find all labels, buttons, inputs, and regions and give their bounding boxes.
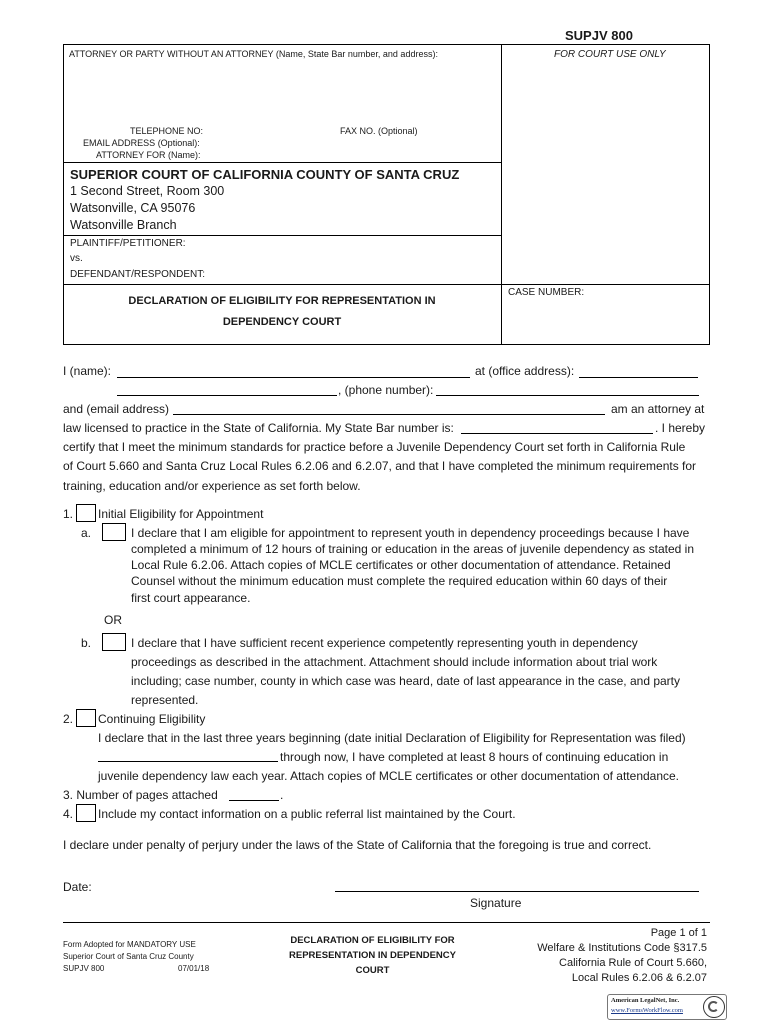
item4-label: Include my contact information on a public referral list maintained by the Court.	[98, 807, 516, 821]
item4-number: 4.	[63, 807, 74, 821]
court-address-line2: Watsonville, CA 95076	[70, 201, 196, 215]
attorney-section-divider	[63, 162, 501, 163]
attorney-name-field[interactable]	[63, 60, 501, 122]
footer-ref-line1: Welfare & Institutions Code §317.5	[537, 942, 707, 954]
item1b-line4: represented.	[131, 693, 199, 707]
header-bottom-border	[63, 344, 710, 345]
hereby-text: . I hereby	[655, 421, 706, 435]
header-divider	[501, 44, 502, 344]
court-name: SUPERIOR COURT OF CALIFORNIA COUNTY OF SANTA CRUZ	[70, 167, 460, 182]
item2-checkbox[interactable]	[76, 709, 96, 727]
legalnet-name: American LegalNet, Inc.	[611, 997, 680, 1004]
certify-line3: training, education and/or experience as set forth below.	[63, 479, 361, 493]
court-use-label: FOR COURT USE ONLY	[554, 49, 666, 60]
footer-title-line3: COURT	[355, 965, 390, 976]
footer-title-line2: REPRESENTATION IN DEPENDENCY	[289, 950, 456, 961]
perjury-statement: I declare under penalty of perjury under the laws of the State of California that the foregoing is true and correct.	[63, 838, 652, 852]
footer-adopted-line1: Form Adopted for MANDATORY USE	[63, 940, 196, 949]
attorney-for-label: ATTORNEY FOR (Name):	[96, 150, 201, 160]
item1a-line1: I declare that I am eligible for appointment to represent youth in dependency proceedings because I have	[131, 526, 690, 540]
email-address-label: and (email address)	[63, 402, 170, 416]
form-title-line1: DECLARATION OF ELIGIBILITY FOR REPRESENTATION IN	[128, 295, 436, 307]
footer-rule	[63, 922, 710, 923]
email-address-field[interactable]	[173, 403, 605, 415]
vs-label: vs.	[70, 253, 83, 264]
phone-field[interactable]	[436, 384, 699, 396]
office-address-label: at (office address):	[475, 364, 575, 378]
date-field[interactable]	[97, 880, 277, 892]
item1a-label: a.	[81, 526, 92, 540]
office-address-field-continued[interactable]	[117, 384, 337, 396]
footer-ref-line2: California Rule of Court 5.660,	[559, 957, 707, 969]
case-number-field[interactable]	[502, 300, 709, 343]
item4-checkbox[interactable]	[76, 804, 96, 822]
name-field[interactable]	[117, 366, 470, 378]
attorney-at-text: am an attorney at	[611, 402, 705, 416]
item3-period: .	[280, 788, 284, 802]
certify-line2: of Court 5.660 and Santa Cruz Local Rules 6.2.06 and 6.2.07, and that I have completed the minimum requirements for	[63, 459, 697, 473]
footer-adopted-line2: Superior Court of Santa Cruz County	[63, 952, 194, 961]
footer-ref-line3: Local Rules 6.2.06 & 6.2.07	[571, 972, 707, 984]
item1b-label: b.	[81, 636, 92, 650]
court-section-divider	[63, 235, 501, 236]
item2-line3: juvenile dependency law each year. Attach copies of MCLE certificates or other documentation of attendance.	[98, 769, 680, 783]
phone-label: , (phone number):	[338, 383, 434, 397]
item1a-line3: Local Rule 6.2.06. Attach copies of MCLE certificates or other documentation of attendance. Retained	[131, 558, 671, 572]
footer-title-line1: DECLARATION OF ELIGIBILITY FOR	[290, 935, 455, 946]
item1-number: 1.	[63, 507, 74, 521]
legalnet-logo-icon	[703, 996, 725, 1018]
item1a-line2: completed a minimum of 12 hours of training or education in the areas of juvenile dependency as stated in	[131, 542, 695, 556]
item2-label: Continuing Eligibility	[98, 712, 206, 726]
item1-label: Initial Eligibility for Appointment	[98, 507, 264, 521]
footer-form-date: 07/01/18	[178, 964, 210, 973]
defendant-label: DEFENDANT/RESPONDENT:	[70, 269, 206, 280]
signature-field[interactable]	[335, 880, 699, 892]
item1b-line2: proceedings as described in the attachment. Attachment should include information about trial work	[131, 655, 658, 669]
licensed-text: law licensed to practice in the State of California. My State Bar number is:	[63, 421, 454, 435]
name-label: I (name):	[63, 364, 112, 378]
footer-form-code: SUPJV 800	[63, 964, 105, 973]
item1-checkbox[interactable]	[76, 504, 96, 522]
office-address-field[interactable]	[579, 366, 698, 378]
certify-line1: certify that I meet the minimum standards for practice before a Juvenile Dependency Court set forth in California Rule	[63, 440, 686, 454]
or-text: OR	[104, 613, 122, 627]
item2-line2: through now, I have completed at least 8 hours of continuing education in	[280, 750, 669, 764]
form-title-line2: DEPENDENCY COURT	[222, 316, 342, 328]
item1b-line1: I declare that I have sufficient recent experience competently representing youth in dependency	[131, 636, 638, 650]
signature-label: Signature	[470, 896, 522, 910]
case-number-label: CASE NUMBER:	[508, 287, 585, 298]
item3-text: 3. Number of pages attached	[63, 788, 218, 802]
telephone-label: TELEPHONE NO:	[130, 126, 204, 136]
attorney-label: ATTORNEY OR PARTY WITHOUT AN ATTORNEY (Name, State Bar number, and address):	[69, 49, 438, 59]
state-bar-number-field[interactable]	[461, 422, 653, 434]
item1b-line3: including; case number, county in which case was heard, date of last appearance in the case, and party	[131, 674, 680, 688]
item1b-checkbox[interactable]	[102, 633, 126, 651]
initial-declaration-date-field[interactable]	[98, 750, 278, 762]
court-address-line1: 1 Second Street, Room 300	[70, 184, 225, 198]
form-id: SUPJV 800	[565, 28, 633, 43]
item1a-line5: first court appearance.	[131, 591, 251, 605]
item1a-line4: Counsel without the minimum education must complete the required education within 60 days of their	[131, 574, 668, 588]
legalnet-url[interactable]: www.FormsWorkFlow.com	[611, 1007, 683, 1014]
header-right-border	[709, 44, 710, 344]
date-label: Date:	[63, 880, 92, 894]
header-top-border	[63, 44, 710, 45]
fax-label: FAX NO. (Optional)	[340, 126, 418, 136]
page-number: Page 1 of 1	[650, 927, 707, 939]
plaintiff-label: PLAINTIFF/PETITIONER:	[70, 238, 186, 249]
email-label: EMAIL ADDRESS (Optional):	[83, 138, 200, 148]
item1a-checkbox[interactable]	[102, 523, 126, 541]
court-branch: Watsonville Branch	[70, 218, 177, 232]
pages-attached-field[interactable]	[229, 789, 279, 801]
title-section-divider	[63, 284, 710, 285]
item2-line1: I declare that in the last three years beginning (date initial Declaration of Eligibility for Representation was filed)	[98, 731, 686, 745]
legalnet-badge[interactable]	[607, 994, 727, 1020]
item2-number: 2.	[63, 712, 74, 726]
